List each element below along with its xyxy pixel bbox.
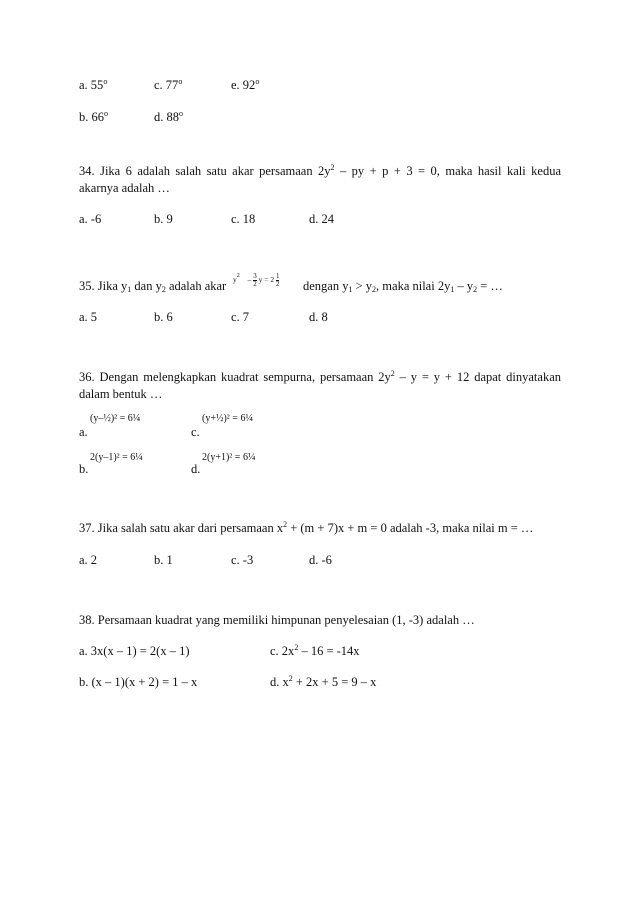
degree-sup: o [104,109,108,118]
q38-option-c-exponent: 2 [294,643,299,652]
q35-question-post [303,279,503,294]
q36-option-b-label: b. [79,462,89,476]
q33-option-e-text: e. 92 [231,78,256,92]
eq-equals: = [264,275,269,285]
eq-frac-1 [253,273,257,288]
q34-text-pre: 34. Jika 6 adalah salah satu akar persamaan 2y [79,164,331,178]
q33-option-a-text: a. 55 [79,78,104,92]
q35-equation-image [233,273,279,288]
q37-exponent: 2 [283,520,288,529]
eq-frac-1-den: 2 [253,280,257,288]
q34-option-b: b. 9 [154,212,173,226]
q36-question-line1 [79,370,561,385]
q33-option-c [154,78,182,93]
q35-option-a: a. 5 [79,310,98,324]
q38-option-d-exponent: 2 [288,674,293,683]
q35-text-6: , maka nilai 2y [376,279,451,293]
q34-text-post: – py + p + 3 = 0, maka hasil kali kedua [334,164,562,178]
q34-exponent: 2 [330,163,335,172]
q35-text-5: > y [352,279,373,293]
q38-option-a: a. 3x(x – 1) = 2(x – 1) [79,644,190,658]
q38-question: 38. Persamaan kuadrat yang memiliki himpunan penyelesaian (1, -3) adalah … [79,613,475,627]
q34-option-d: d. 24 [309,212,334,226]
q38-option-d-pre: d. x [270,675,289,689]
eq-frac-2-den: 2 [275,280,280,288]
q35-option-b: b. 6 [154,310,173,324]
q36-text-post: – y = y + 12 dapat dinyatakan [394,370,561,384]
eq-frac-2 [276,273,280,288]
eq-frac-2-num: 1 [275,272,280,280]
q35-sub-6: 2 [473,285,478,294]
q34-option-c: c. 18 [231,212,256,226]
q38-option-c-post: – 16 = -14x [298,644,360,658]
q33-option-b-text: b. 66 [79,110,104,124]
q38-option-c [270,644,360,659]
q36-option-a-expr: (y–½)² = 6¼ [90,413,141,424]
q34-option-a: a. -6 [79,212,102,226]
q36-option-b-expr: 2(y–1)² = 6¼ [90,452,143,463]
q36-option-d-expr: 2(y+1)² = 6¼ [202,452,256,463]
degree-sup: o [255,77,260,86]
q33-option-c-text: c. 77 [154,78,179,92]
q35-sub-5: 1 [450,285,455,294]
eq-y2: y [258,275,263,285]
q37-option-d: d. -6 [309,553,332,567]
eq-frac-1-num: 3 [253,272,257,280]
q35-sub-3: 1 [348,285,353,294]
q35-option-d: d. 8 [309,310,328,324]
q37-text-post: + (m + 7)x + m = 0 adalah -3, maka nilai m = … [287,521,534,535]
q37-option-a: a. 2 [79,553,98,567]
q37-option-c: c. -3 [231,553,254,567]
eq-y: y [233,275,237,285]
degree-sup: o [103,77,108,86]
q37-question [79,521,533,536]
eq-exp: 2 [236,273,240,280]
q35-sub-1: 1 [127,285,132,294]
q38-option-d [270,675,376,690]
q35-text-7: – y [454,279,474,293]
eq-const: 2 [270,275,275,285]
q35-question-pre [79,279,226,294]
q36-option-c-label: c. [191,425,200,439]
q37-text-pre: 37. Jika salah satu akar dari persamaan x [79,521,284,535]
q35-text-4: dengan y [303,279,349,293]
q35-sub-2: 2 [161,285,166,294]
q34-question-line2: akarnya adalah … [79,181,170,195]
q36-question-line2: dalam bentuk … [79,387,163,401]
q36-exponent: 2 [390,369,395,378]
q35-text-8: = … [477,279,503,293]
degree-sup: o [178,77,183,86]
q33-option-d-text: d. 88 [154,110,179,124]
degree-sup: o [179,109,183,118]
q38-option-d-post: + 2x + 5 = 9 – x [292,675,377,689]
q33-option-d [154,110,183,125]
q37-option-b: b. 1 [154,553,173,567]
q35-option-c: c. 7 [231,310,250,324]
q36-text-pre: 36. Dengan melengkapkan kuadrat sempurna, persamaan 2y [79,370,391,384]
q38-option-c-pre: c. 2x [270,644,295,658]
q36-option-d-label: d. [191,462,201,476]
q36-option-a-label: a. [79,425,88,439]
eq-minus: – [247,275,252,285]
q36-option-c-expr: (y+½)² = 6¼ [202,413,253,424]
q35-text-1: 35. Jika y [79,279,128,293]
q35-text-2: dan y [131,279,162,293]
q33-option-e [231,78,259,93]
q35-text-3: adalah akar [165,279,227,293]
q35-sub-4: 2 [372,285,377,294]
q33-option-b [79,110,108,125]
q34-question-line1 [79,164,561,179]
q33-option-a [79,78,107,93]
q38-option-b: b. (x – 1)(x + 2) = 1 – x [79,675,198,689]
